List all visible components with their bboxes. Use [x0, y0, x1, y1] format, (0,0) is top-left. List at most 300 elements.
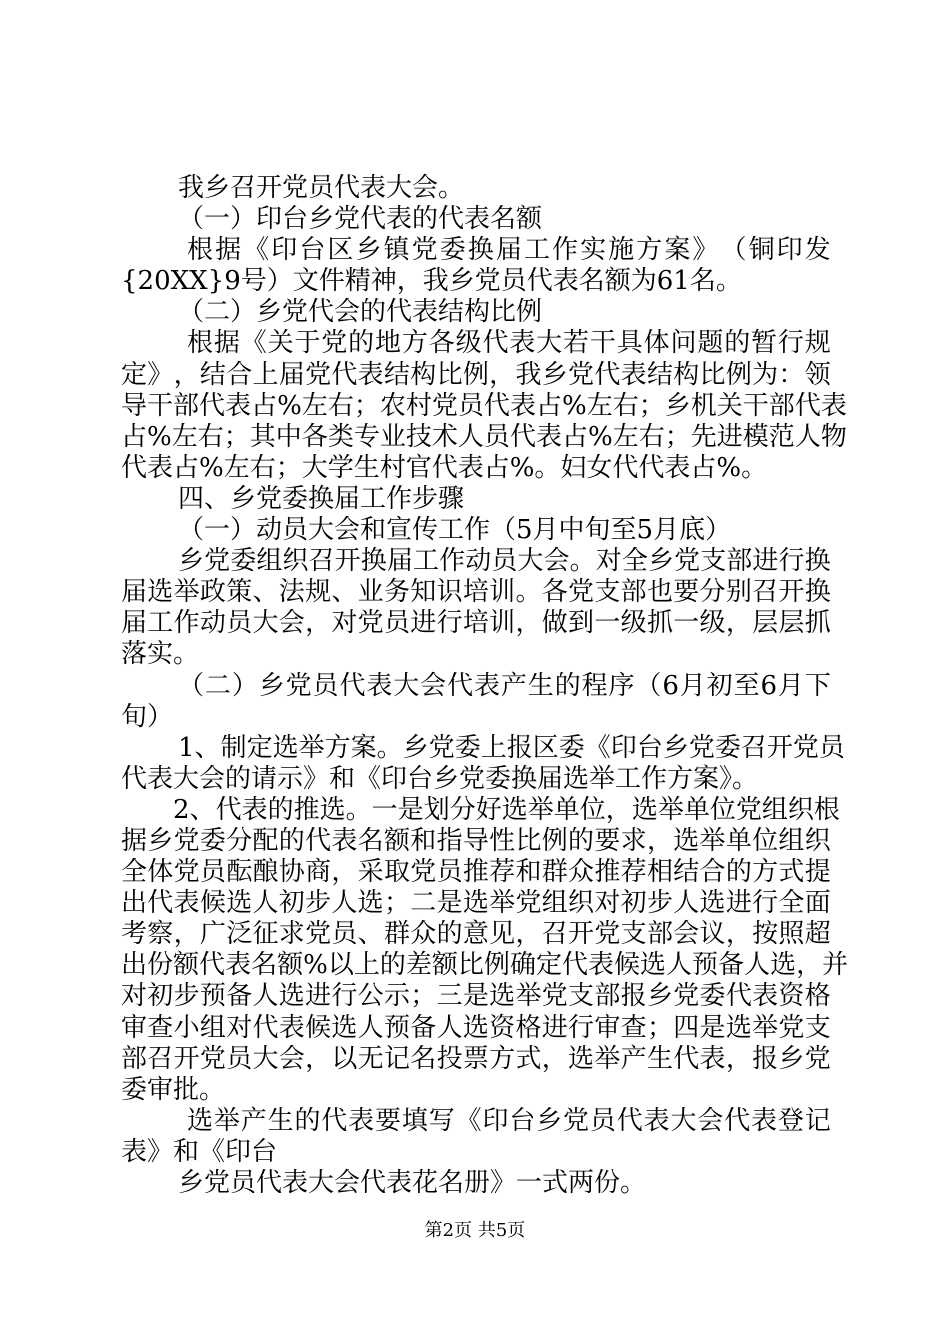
text-glyph: （ [178, 671, 205, 701]
text-glyph: 级 [455, 328, 482, 358]
text-glyph: 作 [439, 546, 466, 576]
text-glyph: 代 [724, 1106, 751, 1136]
text-glyph: 训 [489, 577, 516, 607]
text-glyph: 左 [171, 422, 198, 452]
text-glyph: ， [515, 919, 542, 949]
text-glyph: 求 [278, 919, 305, 949]
text-glyph: ， [173, 360, 200, 390]
text-glyph: 代 [147, 888, 174, 918]
text-glyph: 物 [820, 422, 847, 452]
text-glyph: ； [353, 391, 380, 421]
text-glyph: 先 [690, 422, 717, 452]
text-glyph: 资 [489, 1013, 516, 1043]
text-glyph: 。 [345, 795, 372, 825]
paragraph-line: 表》和《印台 [121, 1137, 278, 1167]
text-glyph: 据 [213, 328, 240, 358]
text-glyph: 和 [515, 857, 542, 887]
text-glyph: 单 [683, 795, 710, 825]
text-glyph: 右 [612, 391, 639, 421]
text-glyph: 方 [489, 1044, 516, 1074]
text-glyph: 代 [561, 950, 588, 980]
text-glyph: 员 [383, 608, 410, 638]
text-glyph: 印 [610, 733, 637, 763]
text-glyph: 党 [173, 826, 200, 856]
text-glyph: 四 [673, 1013, 700, 1043]
text-glyph: ， [515, 608, 542, 638]
text-glyph: 大 [252, 608, 279, 638]
text-glyph: 上 [353, 950, 380, 980]
text-glyph: 选 [501, 795, 528, 825]
paragraph-line [121, 826, 831, 857]
text-glyph: 届 [386, 546, 413, 576]
text-glyph: 初 [147, 981, 174, 1011]
text-glyph: 做 [541, 608, 568, 638]
text-glyph: 右 [327, 391, 354, 421]
text-glyph: 的 [348, 328, 375, 358]
text-glyph: 的 [267, 795, 294, 825]
text-glyph: 党 [568, 360, 595, 390]
text-glyph: 部 [768, 391, 795, 421]
paragraph-line [121, 981, 831, 1012]
text-glyph: 记 [383, 1044, 410, 1074]
text-glyph: 好 [475, 795, 502, 825]
text-glyph: 小 [173, 1013, 200, 1043]
text-glyph: 泛 [226, 919, 253, 949]
text-glyph: 全 [778, 888, 805, 918]
text-glyph: ， [725, 1044, 752, 1074]
text-glyph: 6 [760, 671, 778, 701]
text-glyph: 、 [252, 577, 279, 607]
text-glyph: 发 [804, 235, 831, 265]
text-glyph: 代 [673, 1044, 700, 1074]
text-glyph: 级 [620, 608, 647, 638]
text-glyph: 支 [568, 981, 595, 1011]
text-glyph: 党 [778, 1013, 805, 1043]
section-heading: （一）动员大会和宣传工作（5月中旬至5月底） [178, 515, 732, 545]
text-glyph: 全 [621, 546, 648, 576]
text-glyph: 结 [646, 360, 673, 390]
text-glyph: 表 [225, 950, 252, 980]
text-glyph: 织 [804, 826, 831, 856]
text-glyph: 结 [673, 857, 700, 887]
text-glyph: 规 [804, 328, 831, 358]
text-glyph: 换 [804, 577, 831, 607]
text-glyph: 产 [620, 1044, 647, 1074]
text-glyph: 员 [199, 857, 226, 887]
text-glyph: 进 [725, 888, 752, 918]
text-glyph: 规 [305, 577, 332, 607]
text-glyph: 开 [334, 546, 361, 576]
text-glyph: 是 [397, 795, 424, 825]
text-glyph: 《 [455, 1106, 482, 1136]
text-glyph: 划 [423, 795, 450, 825]
text-glyph: 行 [777, 328, 804, 358]
text-glyph: 行 [331, 981, 358, 1011]
text-glyph: 开 [173, 1044, 200, 1074]
text-glyph: 性 [489, 826, 516, 856]
paragraph-line [121, 950, 849, 981]
text-glyph: 构 [673, 360, 700, 390]
text-glyph: 动 [199, 608, 226, 638]
text-glyph: 提 [804, 857, 831, 887]
text-glyph: 格 [515, 1013, 542, 1043]
text-glyph: 代 [215, 795, 242, 825]
text-glyph: 支 [620, 919, 647, 949]
text-glyph: 举 [594, 1044, 621, 1074]
text-glyph: 出 [121, 888, 148, 918]
text-glyph: 委 [199, 826, 226, 856]
text-glyph: 例 [462, 360, 489, 390]
text-glyph: % [561, 391, 587, 421]
text-glyph: 机 [690, 391, 717, 421]
text-glyph: 员 [226, 1044, 253, 1074]
text-glyph: 镇 [383, 235, 410, 265]
text-glyph: 《 [584, 733, 611, 763]
text-glyph: 方 [401, 328, 428, 358]
text-glyph: 举 [515, 981, 542, 1011]
text-glyph: 察 [147, 919, 174, 949]
text-glyph: 例 [541, 826, 568, 856]
paragraph-line: {20XX}9号）文件精神，我乡党员代表名额为61名。 [121, 266, 742, 296]
text-glyph: 召 [147, 1044, 174, 1074]
text-glyph: 代 [509, 422, 536, 452]
text-glyph: 其 [249, 422, 276, 452]
text-glyph: 审 [594, 1013, 621, 1043]
text-glyph: 见 [489, 919, 516, 949]
text-glyph: 开 [766, 733, 793, 763]
text-glyph: 指 [436, 826, 463, 856]
text-glyph: 表 [473, 671, 500, 701]
text-glyph: 台 [636, 733, 663, 763]
text-glyph: 开 [778, 577, 805, 607]
text-glyph: 推 [293, 795, 320, 825]
paragraph-line [121, 391, 847, 422]
text-glyph: 步 [305, 888, 332, 918]
text-glyph: 无 [357, 1044, 384, 1074]
text-glyph: 党 [199, 1044, 226, 1074]
text-glyph: 届 [278, 360, 305, 390]
text-glyph: 部 [646, 919, 673, 949]
text-glyph: 选 [640, 950, 667, 980]
text-glyph: 记 [804, 1106, 831, 1136]
text-glyph: ； [383, 888, 410, 918]
text-glyph: 选 [725, 1013, 752, 1043]
text-glyph: 行 [778, 546, 805, 576]
text-glyph: 进 [410, 608, 437, 638]
text-glyph: 式 [778, 857, 805, 887]
text-glyph: 》 [692, 235, 719, 265]
text-glyph: 印 [482, 1106, 509, 1136]
text-glyph: 进 [752, 546, 779, 576]
text-glyph: 投 [436, 1044, 463, 1074]
text-glyph: 部 [173, 391, 200, 421]
text-glyph: 考 [121, 919, 148, 949]
text-glyph: 名 [410, 1044, 437, 1074]
text-glyph: 超 [804, 919, 831, 949]
text-glyph: 。 [569, 546, 596, 576]
text-glyph: 党 [594, 919, 621, 949]
text-glyph: 作 [173, 608, 200, 638]
text-glyph: 换 [360, 546, 387, 576]
text-glyph: 的 [278, 826, 305, 856]
text-glyph: 荐 [489, 857, 516, 887]
text-glyph: 产 [500, 671, 527, 701]
text-glyph: 党 [357, 608, 384, 638]
text-glyph: 具 [616, 328, 643, 358]
text-glyph: ， [305, 1044, 332, 1074]
text-glyph: 人 [666, 950, 693, 980]
text-glyph: 左 [612, 422, 639, 452]
text-glyph: 专 [353, 422, 380, 452]
text-glyph: 施 [608, 235, 635, 265]
text-glyph: 举 [699, 826, 726, 856]
text-glyph: 占 [561, 422, 588, 452]
text-glyph: 题 [697, 328, 724, 358]
text-glyph: 乡 [178, 546, 205, 576]
text-glyph: 方 [324, 733, 351, 763]
text-glyph: 届 [121, 577, 148, 607]
text-glyph: 行 [436, 608, 463, 638]
text-glyph: 村 [405, 391, 432, 421]
text-glyph: 表 [643, 1106, 670, 1136]
text-glyph: 选 [272, 733, 299, 763]
text-glyph: 的 [724, 328, 751, 358]
paragraph-line [187, 235, 831, 266]
text-glyph: 》 [147, 360, 174, 390]
text-glyph: 印 [271, 235, 298, 265]
text-glyph: 进 [716, 422, 743, 452]
text-glyph: 是 [462, 981, 489, 1011]
text-glyph: 要 [673, 577, 700, 607]
text-glyph: 举 [489, 888, 516, 918]
text-glyph: 委 [558, 733, 585, 763]
text-glyph: 全 [121, 857, 148, 887]
text-glyph: 占 [535, 391, 562, 421]
text-glyph: 层 [778, 608, 805, 638]
text-glyph: 召 [752, 577, 779, 607]
text-glyph: 推 [594, 857, 621, 887]
text-glyph: 员 [818, 733, 845, 763]
text-glyph: % [147, 422, 172, 452]
text-glyph: 导 [462, 826, 489, 856]
text-glyph: 乡 [541, 360, 568, 390]
text-glyph: 代 [447, 671, 474, 701]
text-glyph: 酿 [252, 857, 279, 887]
text-glyph: 台 [299, 235, 326, 265]
text-glyph: 进 [305, 981, 332, 1011]
text-glyph: 额 [173, 950, 200, 980]
text-glyph: 。 [376, 733, 403, 763]
text-glyph: 位 [709, 795, 736, 825]
text-glyph: 届 [495, 235, 522, 265]
text-glyph: 位 [579, 795, 606, 825]
text-glyph: 人 [331, 888, 358, 918]
text-glyph: 实 [580, 235, 607, 265]
text-glyph: 构 [410, 360, 437, 390]
text-glyph: 选 [673, 826, 700, 856]
text-glyph: 地 [375, 328, 402, 358]
text-glyph: 乡 [258, 671, 285, 701]
text-glyph: 例 [483, 950, 510, 980]
text-glyph: 候 [614, 950, 641, 980]
text-glyph: 荐 [620, 857, 647, 887]
text-glyph: 表 [535, 422, 562, 452]
text-glyph: 组 [778, 826, 805, 856]
text-glyph: 党 [428, 733, 455, 763]
text-glyph: ， [725, 919, 752, 949]
text-glyph: 例 [725, 360, 752, 390]
text-glyph: 党 [431, 391, 458, 421]
text-glyph: 党 [305, 919, 332, 949]
text-glyph: 右 [197, 422, 224, 452]
text-glyph: 额 [431, 950, 458, 980]
text-glyph: 合 [699, 857, 726, 887]
text-glyph: 示 [383, 981, 410, 1011]
text-glyph: 众 [568, 857, 595, 887]
text-glyph: 面 [804, 888, 831, 918]
text-glyph: 酝 [226, 857, 253, 887]
text-glyph: 各 [428, 328, 455, 358]
text-glyph: 支 [700, 546, 727, 576]
text-glyph: 党 [735, 795, 762, 825]
text-glyph: 举 [527, 795, 554, 825]
text-glyph: 、 [331, 577, 358, 607]
text-glyph: 动 [465, 546, 492, 576]
text-glyph: 以 [327, 950, 354, 980]
text-glyph: 工 [147, 608, 174, 638]
text-glyph: ） [231, 671, 258, 701]
text-glyph: 三 [436, 981, 463, 1011]
text-glyph: 单 [553, 795, 580, 825]
text-glyph: 委 [699, 981, 726, 1011]
text-glyph: 干 [147, 391, 174, 421]
text-glyph: 表 [509, 328, 536, 358]
paragraph-line: 落实。 [121, 639, 200, 669]
paragraph-line: 代表占%左右；大学生村官代表占%。妇女代代表占%。 [121, 453, 768, 483]
text-glyph: 工 [523, 235, 550, 265]
text-glyph: 方 [636, 235, 663, 265]
text-glyph: 填 [401, 1106, 428, 1136]
text-glyph: 额 [277, 950, 304, 980]
text-glyph: 左 [301, 391, 328, 421]
text-glyph: 乡 [778, 1044, 805, 1074]
text-glyph: 选 [770, 950, 797, 980]
text-glyph: 类 [327, 422, 354, 452]
text-glyph: ， [331, 857, 358, 887]
text-glyph: 会 [420, 671, 447, 701]
text-glyph: 法 [278, 577, 305, 607]
text-glyph: 选 [568, 1044, 595, 1074]
text-glyph: 表 [509, 391, 536, 421]
text-glyph: 要 [594, 826, 621, 856]
text-glyph: 对 [331, 608, 358, 638]
text-glyph: 的 [294, 1106, 321, 1136]
text-glyph: 范 [768, 422, 795, 452]
text-glyph: 合 [226, 360, 253, 390]
text-glyph: 若 [563, 328, 590, 358]
text-glyph: 初 [278, 888, 305, 918]
text-glyph: 初 [706, 671, 733, 701]
text-glyph: 6 [662, 671, 679, 701]
text-glyph: ； [410, 981, 437, 1011]
text-glyph: 员 [483, 422, 510, 452]
text-glyph: 台 [509, 1106, 536, 1136]
text-glyph: 的 [568, 826, 595, 856]
text-glyph: 以 [331, 1044, 358, 1074]
text-glyph: 选 [631, 795, 658, 825]
text-glyph: 表 [348, 1106, 375, 1136]
text-glyph: 生 [267, 1106, 294, 1136]
text-glyph: 选 [489, 981, 516, 1011]
text-glyph: 代 [616, 1106, 643, 1136]
text-glyph: 党 [804, 1044, 831, 1074]
text-glyph: 乡 [664, 391, 691, 421]
paragraph-line [187, 328, 831, 359]
text-glyph: 举 [298, 733, 325, 763]
text-glyph: 报 [506, 733, 533, 763]
text-glyph: 预 [692, 950, 719, 980]
text-glyph: 员 [331, 919, 358, 949]
text-glyph: 举 [752, 1013, 779, 1043]
text-glyph: 训 [489, 608, 516, 638]
text-glyph: 差 [405, 950, 432, 980]
text-glyph: 举 [657, 795, 684, 825]
text-glyph: 到 [568, 608, 595, 638]
text-glyph: 采 [357, 857, 384, 887]
text-glyph: 代 [331, 360, 358, 390]
text-glyph: 程 [581, 671, 608, 701]
text-glyph: 党 [515, 888, 542, 918]
text-glyph: 党 [204, 546, 231, 576]
text-glyph: 导 [121, 391, 148, 421]
text-glyph: 业 [379, 422, 406, 452]
text-glyph: 登 [777, 1106, 804, 1136]
text-glyph: 审 [121, 1013, 148, 1043]
text-glyph: 委 [714, 733, 741, 763]
text-glyph: 会 [697, 1106, 724, 1136]
text-glyph: 生 [527, 671, 554, 701]
text-glyph: % [303, 950, 328, 980]
text-glyph: 候 [305, 1013, 332, 1043]
text-glyph: 结 [199, 360, 226, 390]
text-glyph: 候 [199, 888, 226, 918]
text-glyph: 员 [491, 546, 518, 576]
text-glyph: 一 [594, 608, 621, 638]
text-glyph: 。 [515, 577, 542, 607]
text-glyph: 代 [482, 328, 509, 358]
text-glyph: 党 [285, 671, 312, 701]
text-glyph: 单 [725, 826, 752, 856]
text-glyph: 举 [213, 1106, 240, 1136]
text-glyph: 召 [308, 546, 335, 576]
text-glyph: 查 [147, 1013, 174, 1043]
text-glyph: % [277, 391, 302, 421]
text-glyph: 表 [366, 671, 393, 701]
text-glyph: 分 [226, 826, 253, 856]
text-glyph: 众 [410, 919, 437, 949]
text-glyph: ； [664, 422, 691, 452]
text-glyph: 代 [321, 1106, 348, 1136]
text-glyph: 方 [752, 857, 779, 887]
text-glyph: 表 [620, 360, 647, 390]
text-glyph: 选 [462, 1013, 489, 1043]
text-glyph: 代 [305, 826, 332, 856]
text-glyph: 暂 [751, 328, 778, 358]
text-glyph: 一 [371, 795, 398, 825]
text-glyph: 乡 [147, 826, 174, 856]
text-glyph: 比 [699, 360, 726, 390]
text-glyph: 比 [515, 826, 542, 856]
